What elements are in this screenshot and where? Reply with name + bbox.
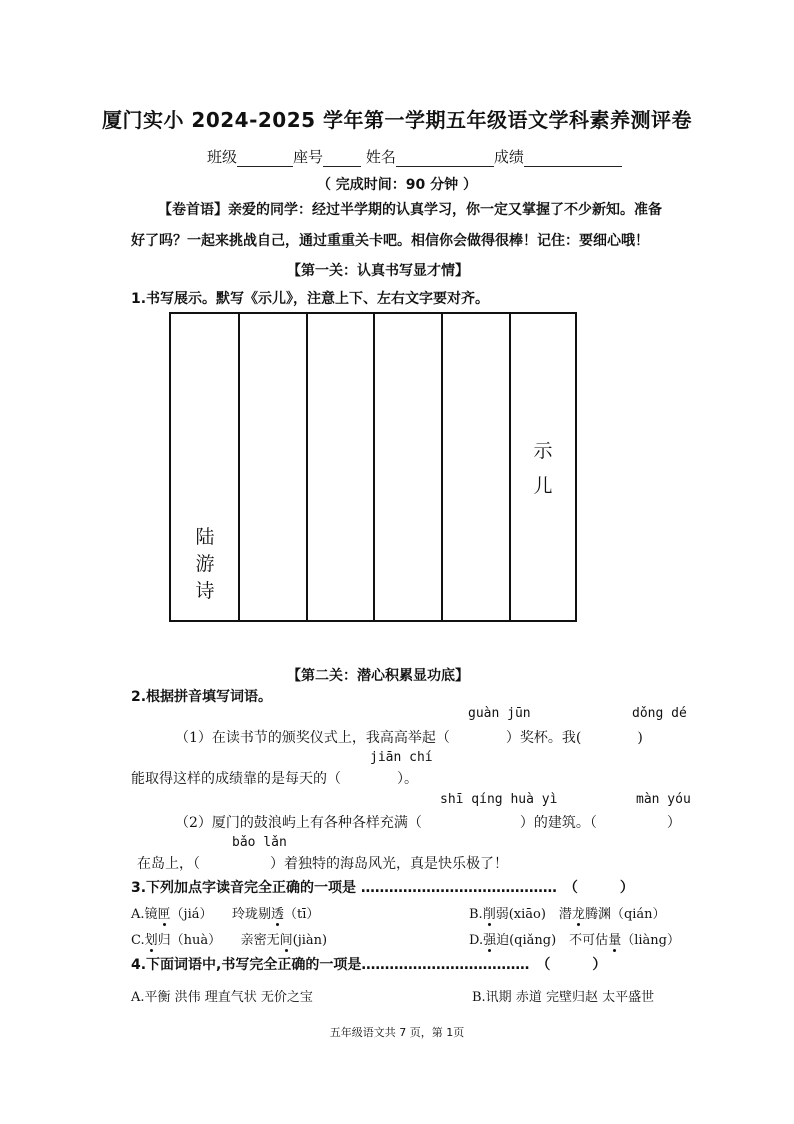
- q3-option-c[interactable]: [131, 929, 327, 948]
- sentence-2a: （2）厦门的鼓浪屿上有各种各样充满（ ）的建筑。（ ）: [175, 815, 681, 831]
- option-text: （tī）: [284, 907, 320, 922]
- q4-option-b[interactable]: B.讯期 赤道 完壁归赵 太平盛世: [472, 990, 655, 1005]
- score-blank[interactable]: [524, 150, 622, 167]
- question-1: 1.书写展示。默写《示儿》，注意上下、左右文字要对齐。: [131, 291, 490, 307]
- class-label: 班级: [207, 148, 238, 166]
- grid-divider: [373, 312, 375, 622]
- pinyin-shiqinghuayi: shī qíng huà yì: [440, 792, 558, 807]
- pinyin-guanjun: guàn jūn: [468, 706, 531, 721]
- author-char: 陆: [195, 526, 215, 548]
- dotted-char: 透: [271, 903, 284, 922]
- question-2: 2.根据拼音填写词语。: [131, 689, 273, 705]
- option-text: D.: [469, 933, 484, 948]
- preface-line-1: 【卷首语】亲爱的同学：经过半学期的认真学习，你一定又掌握了不少新知。准备: [158, 202, 662, 218]
- question-3: 3.下列加点字读音完全正确的一项是 …………………………………… （ ）: [131, 880, 634, 896]
- grid-divider: [441, 312, 443, 622]
- poem-title-char: 示: [533, 440, 553, 462]
- seat-blank[interactable]: [323, 150, 361, 167]
- section-1-heading: 【第一关：认真书写显才情】: [287, 263, 469, 279]
- question-4: 4.下面词语中,书写完全正确的一项是……………………………… （ ）: [131, 957, 607, 973]
- grid-divider: [238, 312, 240, 622]
- score-label: 成绩: [493, 148, 524, 166]
- dotted-char: 削: [483, 903, 496, 922]
- option-text: 弱(xiāo) 潜: [495, 907, 572, 922]
- page-title: 厦门实小 2024-2025 学年第一学期五年级语文学科素养测评卷: [101, 108, 693, 132]
- dotted-char: 龙: [572, 903, 585, 922]
- time-note: （ 完成时间：90 分钟 ）: [316, 177, 478, 193]
- grid-divider: [509, 312, 511, 622]
- poem-title: [531, 438, 555, 500]
- dotted-char: 强: [483, 929, 496, 948]
- sentence-1b: 能取得这样的成绩靠的是每天的（ ）。: [131, 771, 418, 787]
- option-text: B.: [469, 907, 483, 922]
- dotted-char: 量: [608, 929, 621, 948]
- option-text: （liàng）: [621, 933, 680, 948]
- option-text: 归（huà） 亲密无: [157, 933, 280, 948]
- poem-writing-grid[interactable]: [169, 312, 577, 622]
- name-label: 姓名: [365, 148, 396, 166]
- option-text: 迫(qiǎng) 不可估: [496, 933, 609, 948]
- option-text: 腾渊（qián）: [584, 907, 666, 922]
- dotted-char: 间: [280, 929, 293, 948]
- page-footer: 五年级语文共 7 页，第 1页: [329, 1026, 465, 1039]
- option-text: A.镜: [131, 907, 158, 922]
- seat-label: 座号: [293, 148, 324, 166]
- author-char: 游: [195, 553, 215, 575]
- option-text: (jiàn): [292, 933, 328, 948]
- grid-divider: [306, 312, 308, 622]
- student-info-row: [207, 146, 622, 167]
- option-text: C.: [131, 933, 145, 948]
- option-text: （jiá） 玲珑剔: [170, 907, 271, 922]
- q3-option-b[interactable]: [469, 903, 666, 922]
- author-char: 诗: [195, 580, 215, 602]
- sentence-2b: 在岛上，（ ）着独特的海岛风光，真是快乐极了！: [137, 856, 508, 872]
- poem-title-char: 儿: [533, 475, 553, 497]
- pinyin-manyou: màn yóu: [636, 792, 691, 807]
- section-2-heading: 【第二关：潜心积累显功底】: [287, 668, 469, 684]
- preface-line-2: 好了吗？一起来挑战自己，通过重重关卡吧。相信你会做得很棒！记住：要细心哦！: [131, 233, 649, 249]
- dotted-char: 划: [145, 929, 158, 948]
- dotted-char: 匣: [158, 903, 171, 922]
- sentence-1a: （1）在读书节的颁奖仪式上，我高高举起（ ）奖杯。我( ): [175, 730, 643, 746]
- name-blank[interactable]: [396, 150, 494, 167]
- q3-option-d[interactable]: [469, 929, 680, 948]
- pinyin-dongde: dǒng dé: [632, 706, 687, 721]
- q4-option-a[interactable]: A.平衡 洪伟 理直气状 无价之宝: [131, 990, 313, 1005]
- pinyin-baolan: bǎo lǎn: [232, 835, 287, 850]
- class-blank[interactable]: [237, 150, 293, 167]
- q3-option-a[interactable]: [131, 903, 319, 922]
- poem-author: [193, 524, 217, 605]
- pinyin-jianchi: jiān chí: [370, 750, 433, 765]
